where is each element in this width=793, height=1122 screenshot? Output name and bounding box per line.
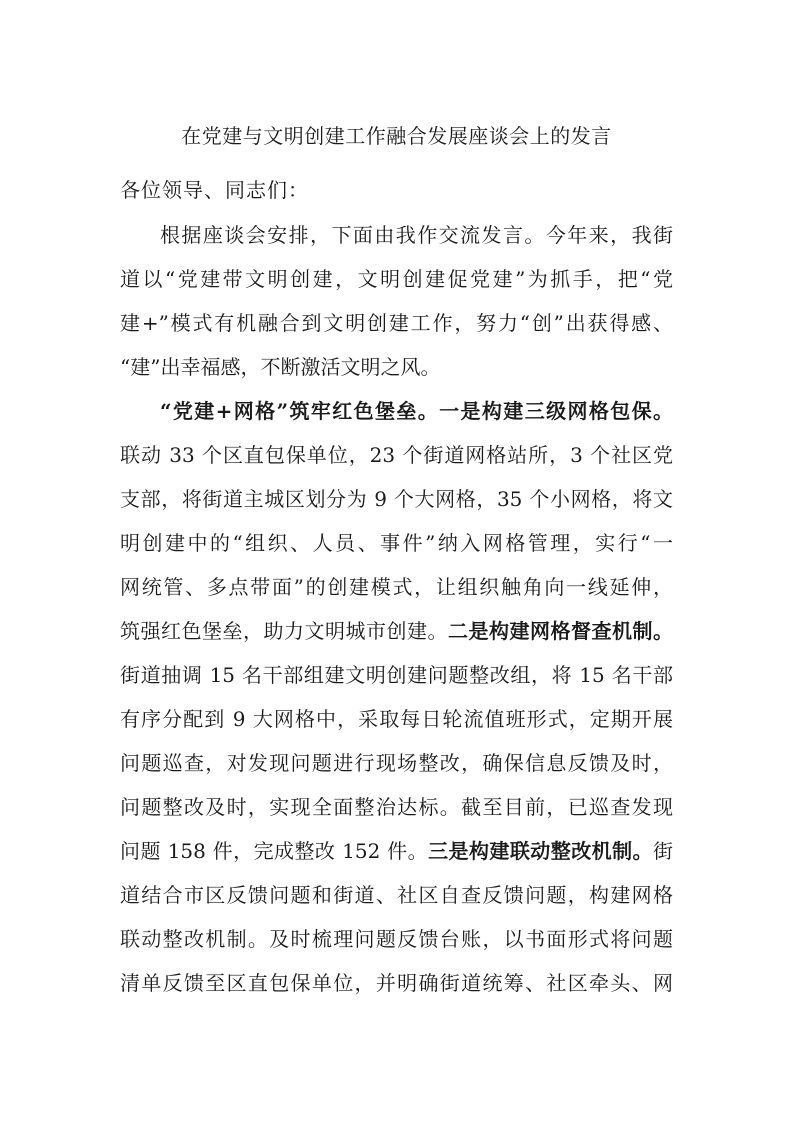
subheading-text: 三是构建联动整改机制。 xyxy=(428,839,653,863)
paragraph-line-mixed xyxy=(120,617,673,645)
line-text: 筑强红色堡垒，助力文明城市创建。 xyxy=(120,619,448,643)
paragraph-line: 根据座谈会安排，下面由我作交流发言。今年来，我街 xyxy=(160,223,673,247)
salutation: 各位领导、同志们： xyxy=(120,178,309,202)
paragraph-line: 联动 33 个区直包保单位，23 个街道网格站所，3 个社区党 xyxy=(120,443,673,467)
paragraph-line: 街道抽调 15 名干部组建文明创建问题整改组，将 15 名干部 xyxy=(120,663,673,687)
paragraph-line: 道结合市区反馈问题和街道、社区自查反馈问题，构建网格 xyxy=(120,883,673,907)
paragraph-line: 问题整改及时，实现全面整治达标。截至目前，已巡查发现 xyxy=(120,795,673,819)
paragraph-line: 明创建中的“组织、人员、事件”纳入网格管理，实行“一 xyxy=(120,531,673,555)
paragraph-line: 建+”模式有机融合到文明创建工作，努力“创”出获得感、 xyxy=(120,311,673,335)
paragraph-line: 有序分配到 9 大网格中，采取每日轮流值班形式，定期开展 xyxy=(120,707,673,731)
document-title: 在党建与文明创建工作融合发展座谈会上的发言 xyxy=(181,124,612,148)
paragraph-line: 支部，将街道主城区划分为 9 个大网格，35 个小网格，将文 xyxy=(120,487,673,511)
paragraph-line: “建”出幸福感，不断激活文明之风。 xyxy=(120,355,441,379)
paragraph-line-mixed xyxy=(120,837,673,865)
line-text: 问题 158 件，完成整改 152 件。 xyxy=(120,839,429,863)
paragraph-line: 网统管、多点带面”的创建模式，让组织触角向一线延伸， xyxy=(120,575,673,599)
line-text-tail: 街 xyxy=(653,839,673,863)
paragraph-line: 清单反馈至区直包保单位，并明确街道统筹、社区牵头、网 xyxy=(120,971,673,995)
paragraph-line: 联动整改机制。及时梳理问题反馈台账，以书面形式将问题 xyxy=(120,927,673,951)
paragraph-line: 问题巡查，对发现问题进行现场整改，确保信息反馈及时， xyxy=(120,751,673,775)
subheading-text: 二是构建网格督查机制。 xyxy=(448,619,673,643)
paragraph-line: 道以“党建带文明创建，文明创建促党建”为抓手，把“党 xyxy=(120,267,673,291)
section-heading-line: “党建+网格”筑牢红色堡垒。一是构建三级网格包保。 xyxy=(160,399,673,423)
